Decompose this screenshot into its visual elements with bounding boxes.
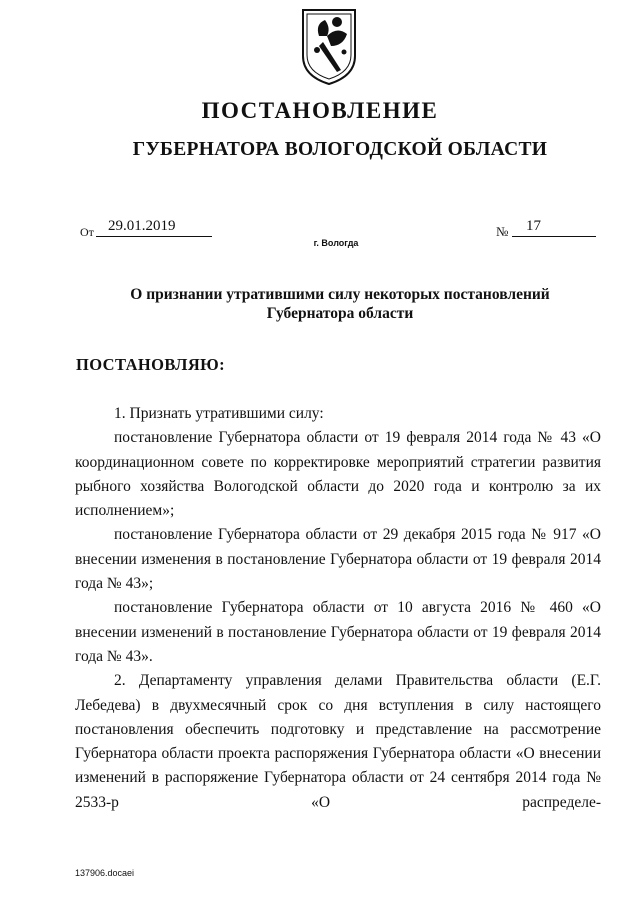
number-prefix: №	[496, 224, 509, 239]
subject-line-2: Губернатора области	[266, 305, 414, 322]
date-prefix: От	[80, 225, 94, 239]
document-number: 17	[512, 218, 596, 237]
document-title: ПОСТАНОВЛЕНИЕ	[201, 98, 439, 123]
paragraph-4: постановление Губернатора области от 10 августа 2016 № 460 «О внесении изменений в постановление Губернатора области от 19 февраля 2014 года № 43».	[75, 599, 601, 665]
document-body	[75, 402, 601, 815]
footer-filename: 137906.docaei	[75, 868, 135, 878]
paragraph-5: 2. Департаменту управления делами Правительства области (Е.Г. Лебедева) в двухмесячный срок со дня вступления в силу настоящего постановления обеспечить подготовку и представление на рассмотрение Губернатора области проекта распоряжения Губернатора области «О внесении изменений в распоряжение Губернатора области от 24 сентября 2014 года № 2533-р «О распределе-	[75, 672, 601, 811]
subject-line-1: О признании утратившими силу некоторых постановлений	[130, 286, 550, 303]
paragraph-1: 1. Признать утратившими силу:	[114, 405, 324, 422]
document-date: 29.01.2019	[96, 218, 212, 237]
coat-of-arms-icon	[297, 6, 361, 86]
paragraph-3: постановление Губернатора области от 29 декабря 2015 года № 917 «О внесении изменения в постановление Губернатора области от 19 февраля 2014 года № 43»;	[75, 526, 601, 593]
document-subject	[0, 285, 640, 323]
decree-word: ПОСТАНОВЛЯЮ:	[76, 355, 226, 374]
paragraph-2: постановление Губернатора области от 19 февраля 2014 года № 43 «О координационном совете по корректировке мероприятий стратегии развития рыбного хозяйства Вологодской области до 2020 года и контролю за их исполнением»;	[75, 429, 601, 520]
issuing-authority: ГУБЕРНАТОРА ВОЛОГОДСКОЙ ОБЛАСТИ	[132, 139, 548, 160]
city: г. Вологда	[313, 238, 359, 248]
